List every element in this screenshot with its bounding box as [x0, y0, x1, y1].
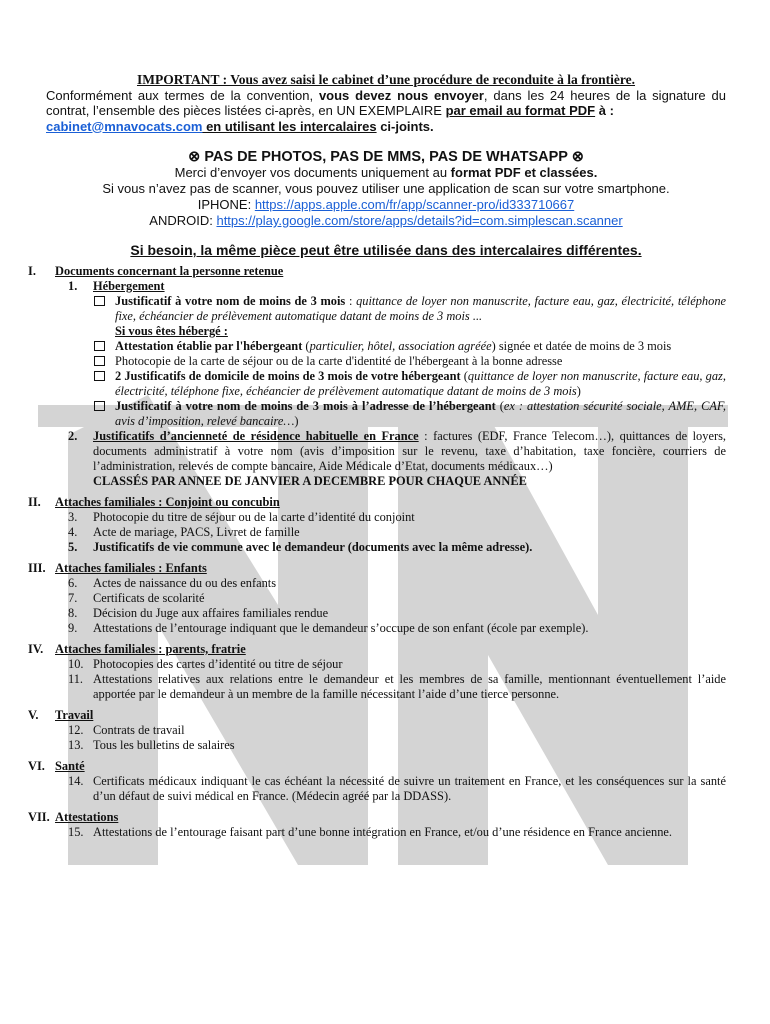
section-6-heading — [28, 759, 726, 774]
item-number: 3. — [68, 510, 78, 524]
list-item — [68, 723, 726, 738]
checklist-text: Attestation établie par l'hébergeant (particulier, hôtel, association agréée) signée et datée de moins de 3 mois — [115, 339, 672, 353]
heberge-label-row — [94, 324, 726, 339]
list-item — [68, 657, 726, 672]
header-block — [28, 72, 726, 134]
item-number: 8. — [68, 606, 78, 620]
item-text: Certificats de scolarité — [93, 591, 205, 605]
list-item — [68, 576, 726, 591]
item-text: Photocopies des cartes d’identité ou titre de séjour — [93, 657, 343, 671]
c5-italic: ex : attestation sécurité sociale, AME, CAF, avis d’imposition, relevé bancaire… — [115, 399, 726, 428]
item-number: 10. — [68, 657, 84, 671]
item-number: 11. — [68, 672, 84, 686]
item-text: Certificats médicaux indiquant le cas échéant la nécessité de suivre un traitement en France, et les conséquences sur la santé d’un défaut de suivi médical en France. (Médecin agréé par la DDASS). — [93, 774, 726, 803]
android-link[interactable]: https://play.google.com/store/apps/details?id=com.simplescan.scanner — [216, 213, 623, 228]
iphone-line — [28, 197, 726, 213]
c5-bold: Justificatif à votre nom de moins de 3 mois à l’adresse de l’hébergeant — [115, 399, 496, 413]
checklist-item — [94, 399, 726, 429]
section-number: IV. — [28, 642, 44, 656]
checklist-text: 2 Justificatifs de domicile de moins de 3 mois de votre hébergeant (quittance de loyer non manuscrite, facture eau, gaz, électricité, téléphone fixe, échéancier de prélèvement automatique datant de moins de 3 mois) — [115, 369, 726, 398]
list-item — [68, 738, 726, 753]
header-p1: Conformément aux termes de la convention, — [46, 87, 319, 103]
list-item — [68, 540, 726, 555]
header-p4: en utilisant les intercalaires — [202, 118, 377, 134]
section-number: III. — [28, 561, 46, 575]
checklist-item — [94, 339, 726, 354]
section-title: Attaches familiales : Conjoint ou concubin — [55, 495, 280, 509]
item-text: Attestations relatives aux relations entre le demandeur et les membres de sa famille, mentionnant éventuellement l’aide apportée par le demandeur à un membre de la famille nécessitant l’aide d’une tierce personne. — [93, 672, 726, 701]
notice-l1b: format PDF et classées. — [450, 165, 598, 180]
section-title: Santé — [55, 759, 85, 773]
item-number: 2. — [68, 429, 78, 443]
checkbox[interactable] — [94, 371, 105, 381]
item-number: 14. — [68, 774, 84, 788]
heberge-label: Si vous êtes hébergé : — [115, 324, 228, 338]
android-label: ANDROID: — [149, 213, 217, 228]
item-text — [93, 429, 726, 489]
item-text: Acte de mariage, PACS, Livret de famille — [93, 525, 300, 539]
header-paragraph — [46, 88, 726, 135]
section-title: Attaches familiales : parents, fratrie — [55, 642, 246, 656]
email-link[interactable]: cabinet@mnavocats.com — [46, 118, 203, 134]
c2-bold: Attestation établie par l'hébergeant — [115, 339, 303, 353]
iphone-link[interactable]: https://apps.apple.com/fr/app/scanner-pro/id333710667 — [254, 197, 575, 212]
item-number: 15. — [68, 825, 84, 839]
item-number: 7. — [68, 591, 78, 605]
section-2-heading — [28, 495, 726, 510]
section-number: I. — [28, 264, 36, 278]
section-number: VI. — [28, 759, 45, 773]
sections — [28, 264, 726, 840]
checkbox[interactable] — [94, 401, 105, 411]
notice-l1a: Merci d’envoyer vos documents uniquement au — [174, 165, 451, 180]
section-title: Documents concernant la personne retenue — [55, 264, 284, 278]
sub2-text: : factures (EDF, France Telecom…), quittances de loyers, documents administratif à votre nom (avis d’imposition sur le revenu, taxe d’habitation, taxe foncière, courriers de l’administration, relevés de compte bancaire, Aide Médicale d’Etat, documents médicaux…) — [93, 429, 726, 473]
section-3-heading — [28, 561, 726, 576]
list-item — [68, 510, 726, 525]
sub2-title: Justificatifs d’ancienneté de résidence habituelle en France — [93, 429, 419, 443]
checklist-item — [94, 369, 726, 399]
c1-sep: : — [345, 294, 357, 308]
item-text: Décision du Juge aux affaires familiales rendue — [93, 606, 329, 620]
item-text: Actes de naissance du ou des enfants — [93, 576, 277, 590]
checklist-text — [115, 294, 726, 324]
header-p3: à : — [595, 103, 614, 118]
item-number: 4. — [68, 525, 78, 539]
item-text: Tous les bulletins de salaires — [93, 738, 235, 752]
c2-italic: particulier, hôtel, association agréée — [309, 339, 492, 353]
header-p2b: par email au format PDF — [445, 103, 596, 118]
section-number: VII. — [28, 810, 50, 824]
section-1-heading — [28, 264, 726, 279]
checklist-text: Photocopie de la carte de séjour ou de la carte d'identité de l'hébergeant à la bonne adresse — [115, 354, 563, 368]
sub2-caps: CLASSÉS PAR ANNEE DE JANVIER A DECEMBRE POUR CHAQUE ANNÉE — [93, 474, 527, 488]
c1-italic: quittance de loyer non manuscrite, facture eau, gaz, électricité, téléphone fixe, échéancier de prélèvement automatique datant de moins de 3 mois ... — [115, 294, 727, 323]
item-number: 1. — [68, 279, 78, 293]
c1-bold: Justificatif à votre nom de moins de 3 mois — [115, 294, 346, 308]
section-title: Travail — [55, 708, 94, 722]
section-number: II. — [28, 495, 41, 509]
checklist-item — [94, 294, 726, 324]
section-4-heading — [28, 642, 726, 657]
section-5-heading — [28, 708, 726, 723]
c4-italic: quittance de loyer non manuscrite, facture eau, gaz, électricité, téléphone fixe, échéancier de prélèvement automatique datant de moins de 3 mois — [115, 369, 726, 398]
notice-line-2: Si vous n’avez pas de scanner, vous pouvez utiliser une application de scan sur votre smartphone. — [102, 181, 670, 196]
checklist-text: Justificatif à votre nom de moins de 3 mois à l’adresse de l’hébergeant (ex : attestation sécurité sociale, AME, CAF, avis d’imposition, relevé bancaire…) — [115, 399, 726, 428]
item-text: Photocopie du titre de séjour ou de la carte d’identité du conjoint — [93, 510, 415, 524]
list-item — [68, 525, 726, 540]
checkbox[interactable] — [94, 341, 105, 351]
item-text: Attestations de l’entourage indiquant que le demandeur s’occupe de son enfant (école par exemple). — [93, 621, 589, 635]
item-number: 5. — [68, 540, 78, 554]
item-number: 6. — [68, 576, 78, 590]
list-item — [68, 606, 726, 621]
checklist-item — [94, 354, 726, 369]
list-item — [68, 591, 726, 606]
iphone-label: IPHONE: — [197, 197, 255, 212]
item-number: 12. — [68, 723, 84, 737]
notice-headline: ⊗ PAS DE PHOTOS, PAS DE MMS, PAS DE WHATSAPP ⊗ — [188, 149, 584, 165]
item-number: 9. — [68, 621, 78, 635]
android-line — [28, 213, 726, 229]
item-text: Contrats de travail — [93, 723, 185, 737]
item-text: Attestations de l’entourage faisant part d’une bonne intégration en France, et/ou d’une résidence en France ancienne. — [93, 825, 673, 839]
list-item — [68, 825, 726, 840]
section-number: V. — [28, 708, 39, 722]
header-p5: ci-joints. — [376, 118, 434, 134]
checkbox[interactable] — [94, 356, 105, 366]
page-title: IMPORTANT : Vous avez saisi le cabinet d’une procédure de reconduite à la frontière. — [136, 72, 636, 87]
checkbox[interactable] — [94, 296, 105, 306]
c2-rest: signée et datée de moins de 3 mois — [495, 339, 672, 353]
notice-line-1 — [28, 165, 726, 181]
besoin-note: Si besoin, la même pièce peut être utilisée dans des intercalaires différentes. — [130, 242, 642, 258]
section-7-heading — [28, 810, 726, 825]
section-title: Attaches familiales : Enfants — [55, 561, 207, 575]
list-item — [68, 774, 726, 804]
c4-bold: 2 Justificatifs de domicile de moins de 3 mois de votre hébergeant — [115, 369, 461, 383]
list-item — [68, 672, 726, 702]
header-p1b: vous devez nous envoyer — [318, 87, 484, 103]
list-item — [68, 621, 726, 636]
item-title: Hébergement — [93, 279, 165, 293]
header-p2: , dans les 24 heures de la signature du contrat, l’ensemble des pièces listées ci-après, en UN EXEMPLAIRE — [46, 87, 726, 118]
subsection-anciennete — [68, 429, 726, 489]
item-number: 13. — [68, 738, 84, 752]
section-title: Attestations — [55, 810, 119, 824]
subsection-hebergement — [68, 279, 726, 294]
item-text: Justificatifs de vie commune avec le demandeur (documents avec la même adresse). — [93, 540, 533, 554]
